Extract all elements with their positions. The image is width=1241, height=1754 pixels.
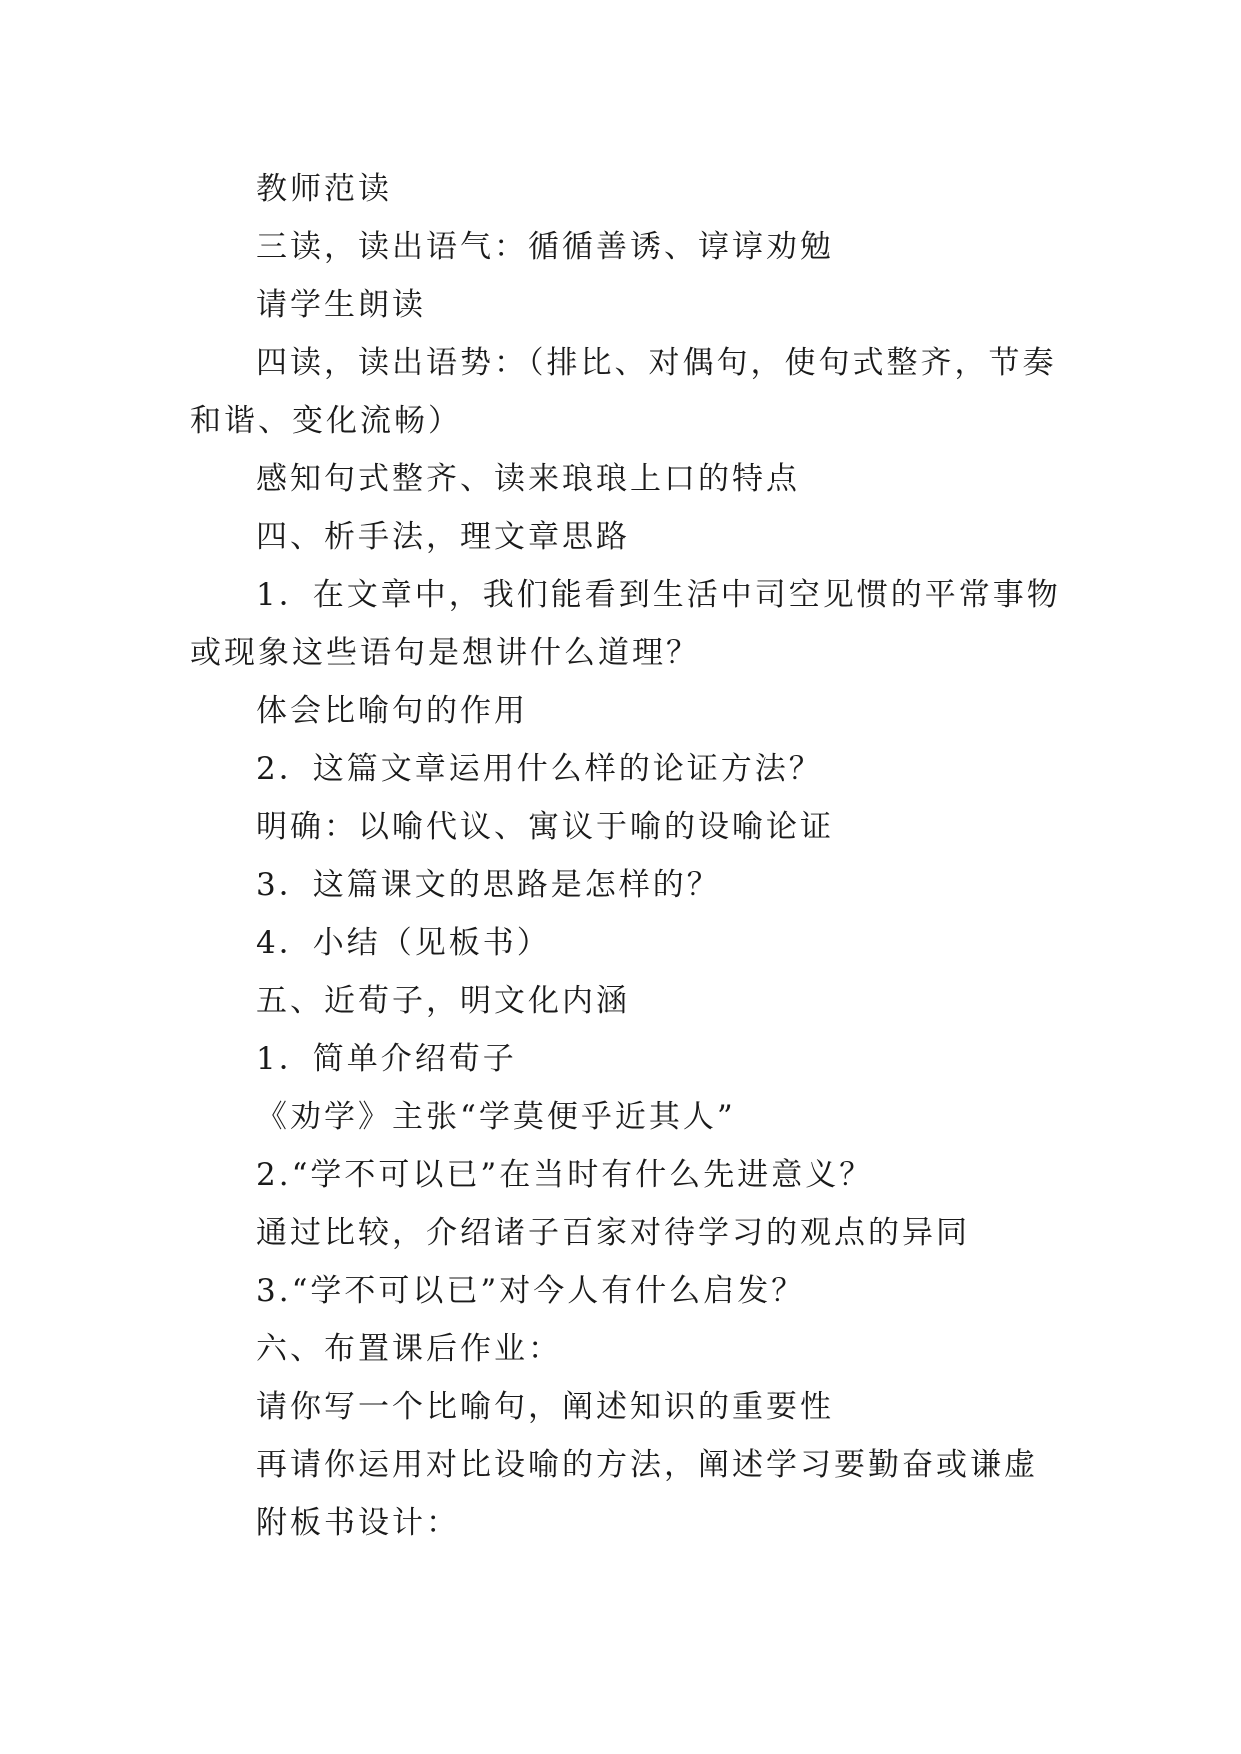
- paragraph: 3．这篇课文的思路是怎样的？: [256, 867, 721, 903]
- paragraph: 体会比喻句的作用: [256, 693, 528, 729]
- section-heading: 六、布置课后作业：: [256, 1331, 562, 1367]
- paragraph: 三读，读出语气：循循善诱、谆谆劝勉: [256, 229, 834, 265]
- paragraph: 2.“学不可以已”在当时有什么先进意义？: [256, 1157, 874, 1193]
- document-body: [190, 160, 1070, 1552]
- paragraph: 通过比较，介绍诸子百家对待学习的观点的异同: [256, 1215, 970, 1251]
- section-heading: 五、近荀子，明文化内涵: [256, 983, 630, 1019]
- paragraph: 《劝学》主张“学莫便乎近其人”: [256, 1099, 736, 1135]
- paragraph: 感知句式整齐、读来琅琅上口的特点: [256, 461, 800, 497]
- paragraph: 请学生朗读: [256, 287, 426, 323]
- paragraph: 请你写一个比喻句，阐述知识的重要性: [256, 1389, 834, 1425]
- paragraph: 附板书设计：: [256, 1505, 460, 1541]
- paragraph: 4．小结（见板书）: [256, 925, 551, 961]
- paragraph: 四读，读出语势：（排比、对偶句，使句式整齐，节奏和谐、变化流畅）: [190, 345, 1057, 439]
- paragraph: 2．这篇文章运用什么样的论证方法？: [256, 751, 823, 787]
- paragraph: 再请你运用对比设喻的方法，阐述学习要勤奋或谦虚: [256, 1447, 1038, 1483]
- paragraph: 3.“学不可以已”对今人有什么启发？: [256, 1273, 806, 1309]
- paragraph: 1．在文章中，我们能看到生活中司空见惯的平常事物或现象这些语句是想讲什么道理？: [190, 577, 1061, 671]
- paragraph: 教师范读: [256, 171, 392, 207]
- section-heading: 四、析手法，理文章思路: [256, 519, 630, 555]
- paragraph: 明确：以喻代议、寓议于喻的设喻论证: [256, 809, 834, 845]
- paragraph: 1．简单介绍荀子: [256, 1041, 517, 1077]
